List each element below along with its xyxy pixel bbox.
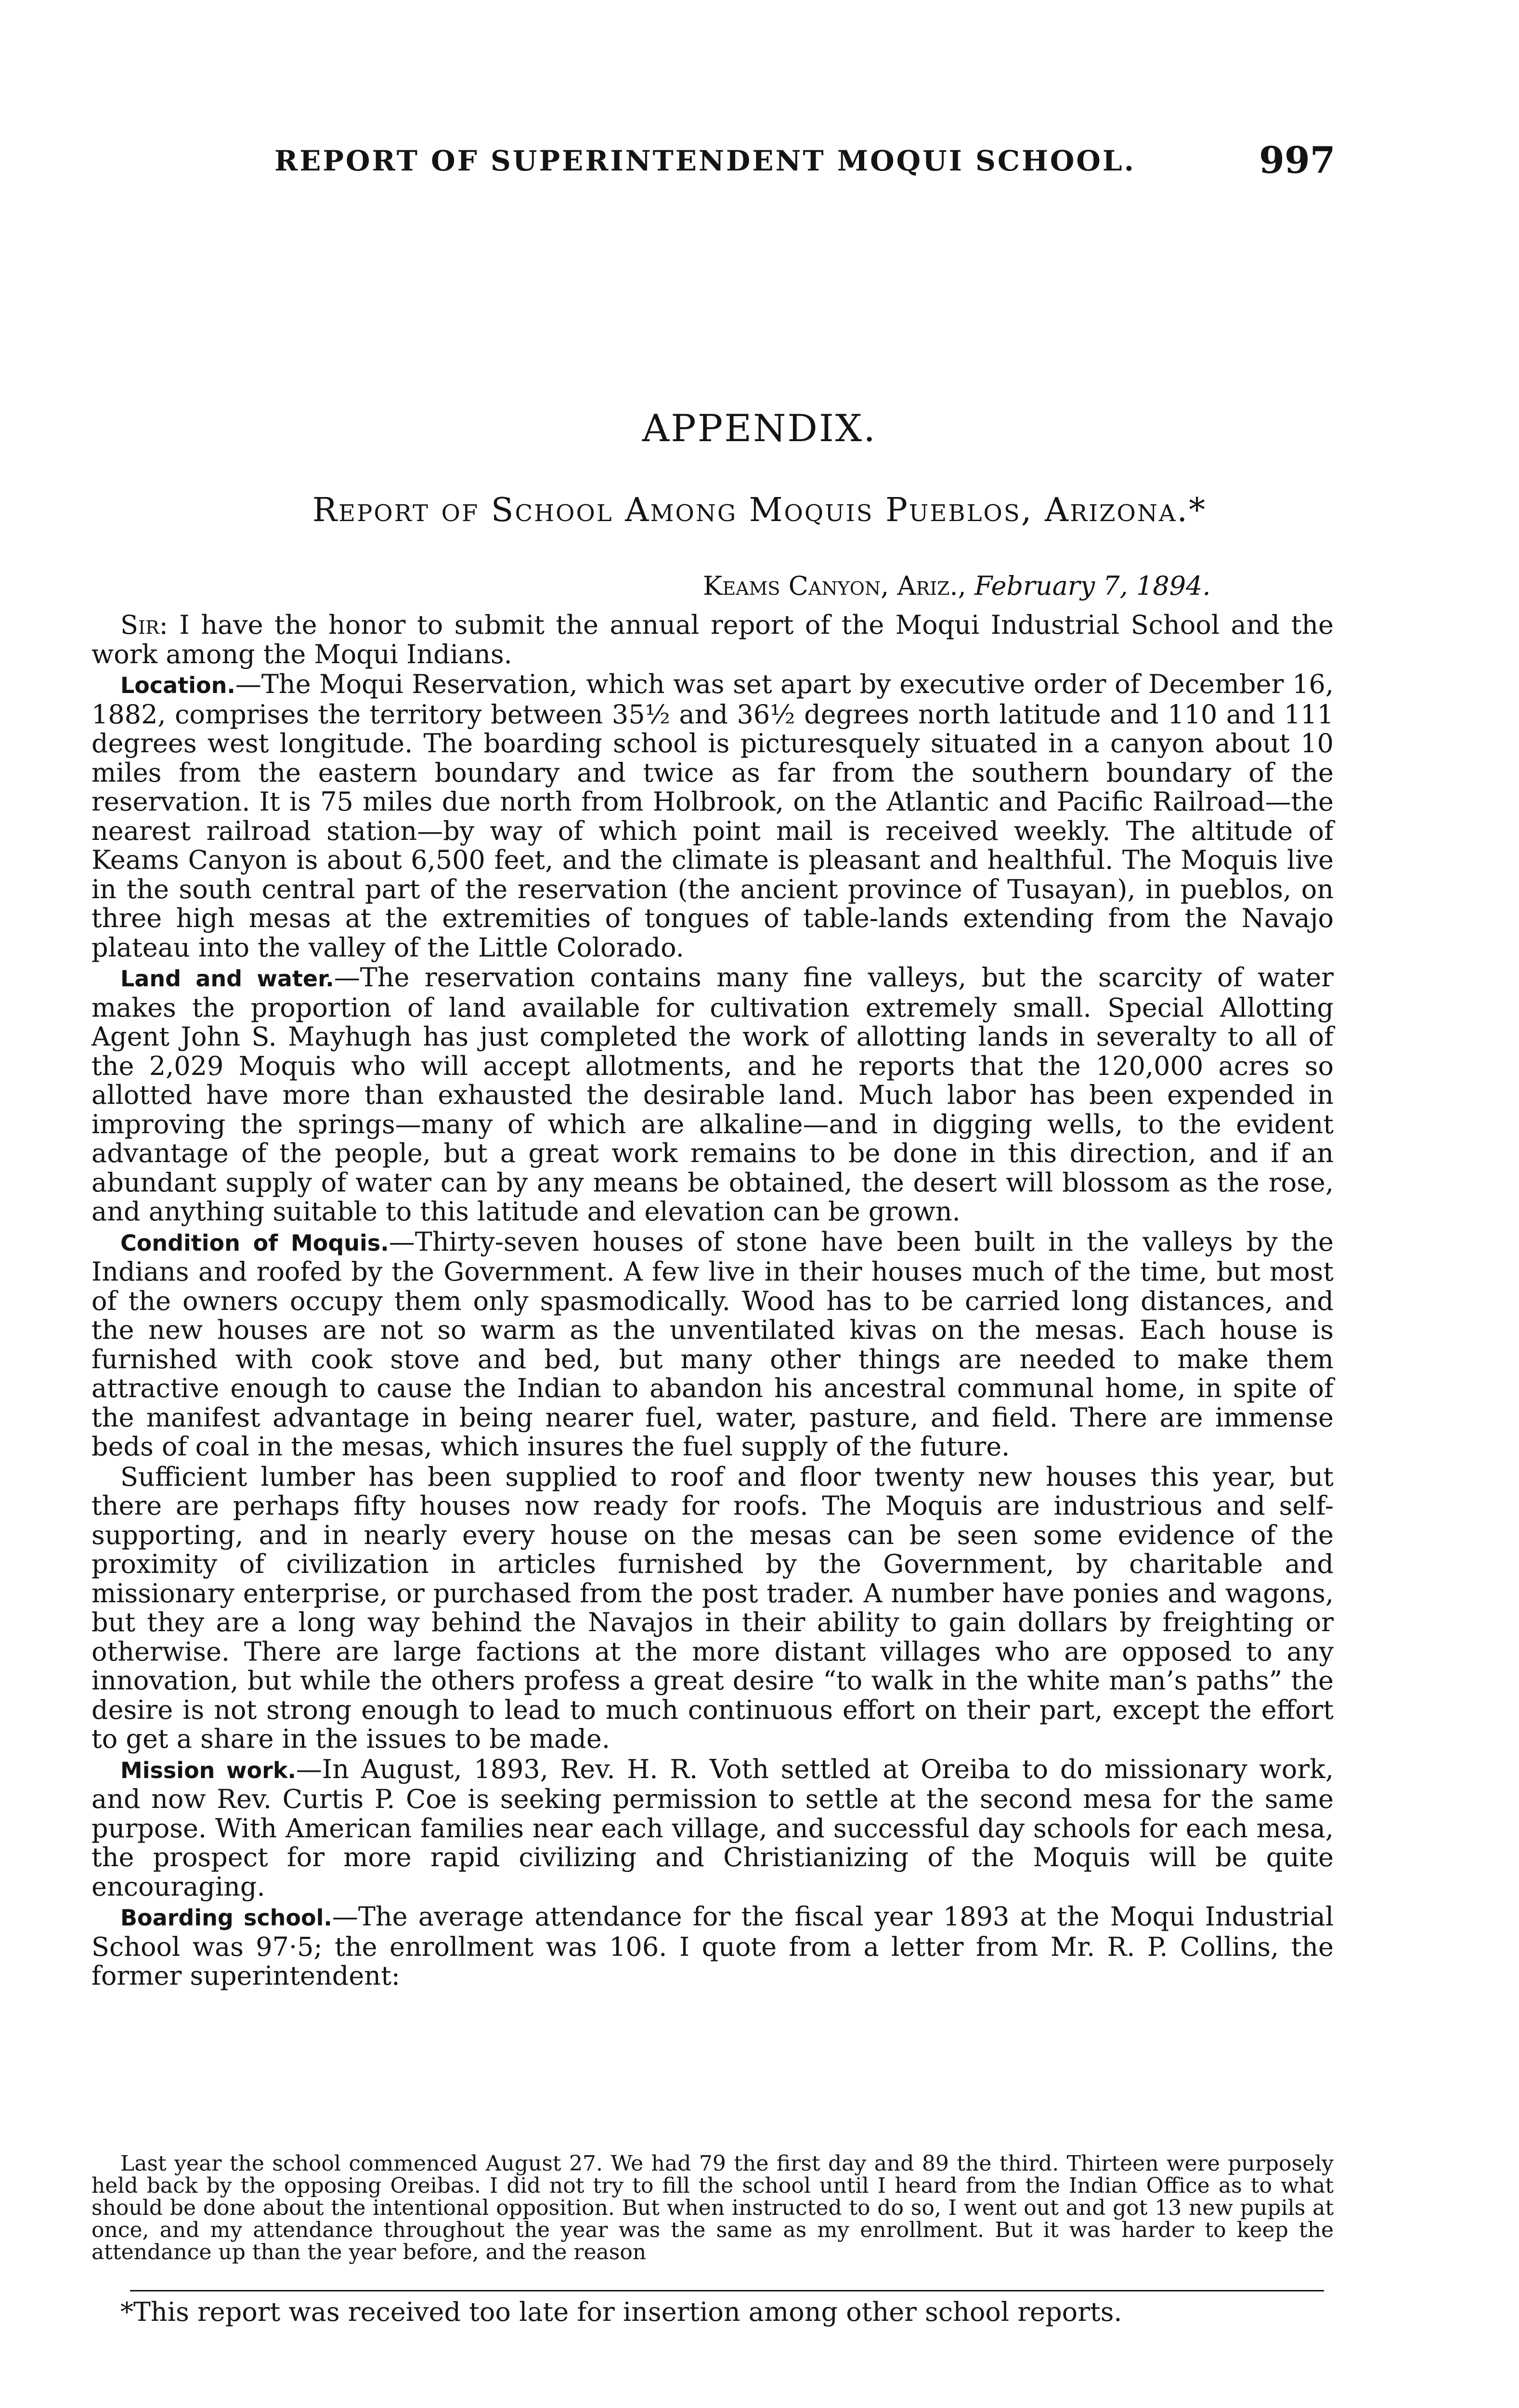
running-head: REPORT OF SUPERINTENDENT MOQUI SCHOOL. — [274, 144, 1136, 177]
paragraph-lead: Condition of Moquis. — [120, 1230, 389, 1256]
paragraph-mission-work — [91, 1755, 1334, 1902]
paragraph-lead: Sir: — [120, 610, 168, 640]
paragraph-lumber — [91, 1463, 1334, 1754]
paragraph-text: —The average attendance for the fiscal year 1893 at the Moqui Industrial School was 97·5; the enrollment was 106. I quote from a letter from Mr. R. P. Collins, the former superintendent: — [91, 1901, 1334, 1991]
paragraph-text: I have the honor to submit the annual report of the Moqui Industrial School and the work among the Moqui Indians. — [91, 610, 1334, 669]
dateline-date: February 7, 1894. — [974, 571, 1211, 601]
paragraph-land-and-water — [91, 963, 1334, 1227]
paragraph-text: —In August, 1893, Rev. H. R. Voth settled at Oreiba to do missionary work, and now Rev. Curtis P. Coe is seeking permission to settle at the second mesa for the same purpose. With American families near each village, and successful day schools for each mesa, the prospect for more rapid civilizing and Christianizing of the Moquis will be quite encouraging. — [91, 1754, 1334, 1902]
footnote: *This report was received too late for insertion among other school reports. — [120, 2297, 1122, 2327]
quoted-letter-text: Last year the school commenced August 27. We had 79 the first day and 89 the third. Thirteen were purposely held back by the opposing Oreibas. I did not try to fill the school until I heard from the Indian Office as to what should be done about the intentional opposition. But when instructed to do so, I went out and got 13 new pupils at once, and my attendance throughout the year was the same as my enrollment. But it was harder to keep the attendance up than the year before, and the reason — [91, 2151, 1334, 2264]
dateline-place: Keams Canyon, Ariz., — [703, 571, 966, 601]
paragraph-salutation — [91, 611, 1334, 669]
paragraph-lead: Mission work. — [120, 1757, 296, 1783]
appendix-heading: APPENDIX. — [642, 407, 877, 450]
report-body — [91, 611, 1334, 1992]
paragraph-text: Sufficient lumber has been supplied to roof and floor twenty new houses this year, but there are perhaps fifty houses now ready for roofs. The Moquis are industrious and self-supporting, and in nearly every house on the mesas can be seen some evidence of the proximity of civilization in articles furnished by the Government, by charitable and missionary enterprise, or purchased from the post trader. A number have ponies and wagons, but they are a long way behind the Navajos in their ability to gain dollars by freighting or otherwise. There are large factions at the more distant villages who are opposed to any innovation, but while the others profess a great desire “to walk in the white man’s paths” the desire is not strong enough to lead to much continuous effort on their part, except the effort to get a share in the issues to be made. — [91, 1461, 1334, 1754]
paragraph-lead: Location. — [120, 672, 235, 698]
paragraph-text: —The Moqui Reservation, which was set apart by executive order of December 16, 1882, comprises the territory between 35½ and 36½ degrees north latitude and 110 and 111 degrees west longitude. The boarding school is picturesquely situated in a canyon about 10 miles from the eastern boundary and twice as far from the southern boundary of the reservation. It is 75 miles due north from Holbrook, on the Atlantic and Pacific Railroad—the nearest railroad station—by way of which point mail is received weekly. The altitude of Keams Canyon is about 6,500 feet, and the climate is pleasant and healthful. The Moquis live in the south central part of the reservation (the ancient province of Tusayan), in pueblos, on three high mesas at the extremities of tongues of table-lands extending from the Navajo plateau into the valley of the Little Colorado. — [91, 669, 1334, 963]
paragraph-boarding-school — [91, 1902, 1334, 1991]
page-number: 997 — [1259, 139, 1336, 182]
paragraph-condition-of-moquis — [91, 1228, 1334, 1462]
dateline — [703, 571, 1211, 601]
paragraph-lead: Boarding school. — [120, 1905, 332, 1931]
paragraph-text: —The reservation contains many fine valleys, but the scarcity of water makes the proportion of land available for cultivation extremely small. Special Allotting Agent John S. Mayhugh has just completed the work of allotting lands in severalty to all of the 2,029 Moquis who will accept allotments, and he reports that the 120,000 acres so allotted have more than exhausted the desirable land. Much labor has been expended in improving the springs—many of which are alkaline—and in digging wells, to the evident advantage of the people, but a great work remains to be done in this direction, and if an abundant supply of water can by any means be obtained, the desert will blossom as the rose, and anything suitable to this latitude and elevation can be grown. — [91, 962, 1334, 1227]
paragraph-location — [91, 670, 1334, 962]
paragraph-text: —Thirty-seven houses of stone have been built in the valleys by the Indians and roofed by the Government. A few live in their houses much of the time, but most of the owners occupy them only spasmodically. Wood has to be carried long distances, and the new houses are not so warm as the unventilated kivas on the mesas. Each house is furnished with cook stove and bed, but many other things are needed to make them attractive enough to cause the Indian to abandon his ancestral communal home, in spite of the manifest advantage in being nearer fuel, water, pasture, and field. There are immense beds of coal in the mesas, which insures the fuel supply of the future. — [91, 1226, 1334, 1462]
report-title: Report of School Among Moquis Pueblos, Arizona.* — [312, 491, 1207, 529]
quoted-letter — [91, 2153, 1334, 2264]
paragraph-lead: Land and water. — [120, 966, 334, 992]
footnote-divider — [130, 2290, 1324, 2291]
